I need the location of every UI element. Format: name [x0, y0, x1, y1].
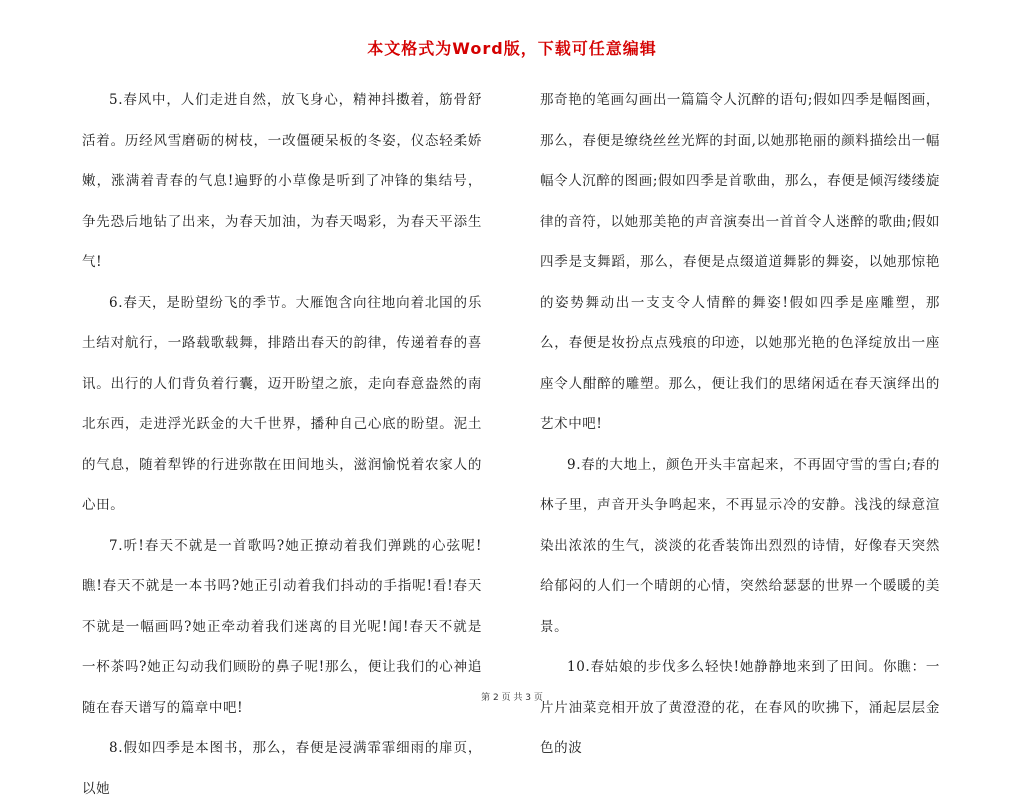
- paragraph-8: 8.假如四季是本图书，那么，春便是浸满霏霏细雨的扉页，以她: [82, 740, 482, 797]
- paragraph-9: 9.春的大地上，颜色开头丰富起来，不再固守雪的雪白;春的林子里，声音开头争鸣起来，不再显示冷的安静。浅浅的绿意渲染出浓浓的生气，淡淡的花香装饰出烈烈的诗情，好像春天突然给郁闷的人们一个晴朗的心情，突然给瑟瑟的世界一个暖暖的美景。: [540, 456, 940, 635]
- paragraph-8-continued: 那奇艳的笔画勾画出一篇篇令人沉醉的语句;假如四季是幅图画，那么，春便是缭绕丝丝光辉的封面,以她那艳丽的颜料描绘出一幅幅令人沉醉的图画;假如四季是首歌曲，那么，春便是倾泻缕缕旋律的音符，以她那美艳的声音演奏出一首首令人迷醉的歌曲;假如四季是支舞蹈，那么，春便是点缀道道舞影的舞姿，以她那惊艳的姿势舞动出一支支令人情醉的舞姿!假如四季是座雕塑，那么，春便是妆扮点点残痕的印迹，以她那光艳的色泽绽放出一座座令人酣醉的雕塑。那么，便让我们的思绪闲适在春天演绎出的艺术中吧!: [540, 92, 940, 432]
- document-header: 本文格式为Word版，下载可任意编辑: [367, 39, 657, 58]
- paragraph-6: 6.春天，是盼望纷飞的季节。大雁饱含向往地向着北国的乐土结对航行，一路载歌载舞，排踏出春天的韵律，传递着春的喜讯。出行的人们背负着行囊，迈开盼望之旅，走向春意盎然的南北东西，走进浮光跃金的大千世界，播种自己心底的盼望。泥土的气息，随着犁铧的行进弥散在田间地头，滋润愉悦着农家人的心田。: [82, 294, 482, 513]
- page-number: 第 2 页 共 3 页: [481, 693, 543, 703]
- paragraph-5: 5.春风中，人们走进自然，放飞身心，精神抖擞着，筋骨舒活着。历经风雪磨砺的树枝，一改僵硬呆板的冬姿，仪态轻柔娇嫩，涨满着青春的气息!遍野的小草像是听到了冲锋的集结号，争先恐后地钻了出来，为春天加油，为春天喝彩，为春天平添生气!: [82, 92, 482, 270]
- right-column: [540, 80, 940, 769]
- paragraph-10: 10.春姑娘的步伐多么轻快!她静静地来到了田间。你瞧：一片片油菜竞相开放了黄澄澄的花，在春风的吹拂下，涌起层层金色的波: [540, 659, 940, 756]
- paragraph-7: 7.听!春天不就是一首歌吗?她正撩动着我们弹跳的心弦呢!瞧!春天不就是一本书吗?她正引动着我们抖动的手指呢!看!春天不就是一幅画吗?她正牵动着我们迷离的目光呢!闻!春天不就是一杯茶吗?她正勾动我们顾盼的鼻子呢!那么，便让我们的心神追随在春天谱写的篇章中吧!: [82, 537, 482, 716]
